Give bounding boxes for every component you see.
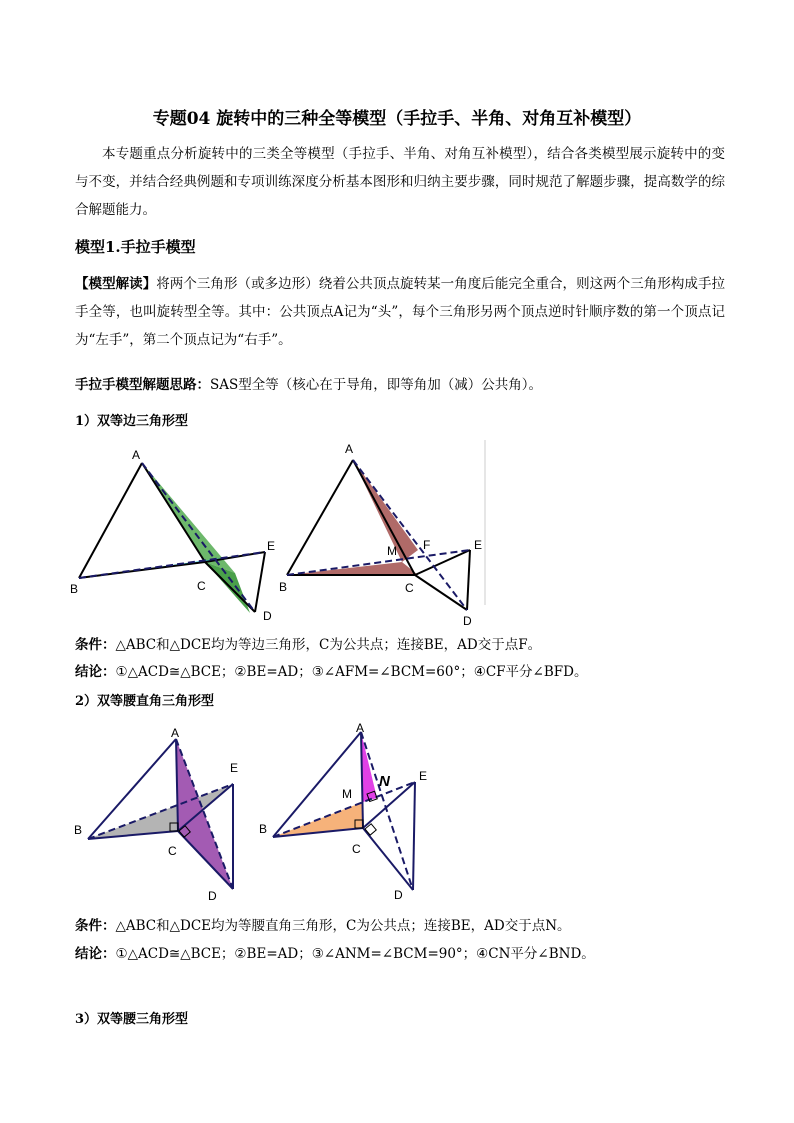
idea-label: 手拉手模型解题思路： bbox=[75, 377, 210, 393]
edge-ab bbox=[79, 463, 142, 578]
model1-heading: 模型1.手拉手模型 bbox=[75, 238, 196, 256]
edge-ac bbox=[142, 463, 205, 562]
label-a: A bbox=[356, 722, 365, 735]
label-e: E bbox=[230, 761, 239, 775]
label-c: C bbox=[405, 581, 414, 595]
cond-text: △ABC和△DCE均为等腰直角三角形，C为公共点；连接BE，AD交于点N。 bbox=[115, 918, 571, 934]
page-title: 专题04 旋转中的三种全等模型（手拉手、半角、对角互补模型） bbox=[152, 109, 642, 129]
concl-label: 结论： bbox=[75, 664, 116, 680]
edge-ed bbox=[467, 550, 470, 610]
cond-label: 条件： bbox=[75, 637, 116, 653]
edge-ab bbox=[287, 460, 353, 575]
sub2-conclusion bbox=[75, 942, 595, 962]
sub1-conclusion bbox=[75, 660, 587, 680]
label-b: B bbox=[70, 582, 79, 596]
label-b: B bbox=[259, 822, 268, 836]
edge-cd bbox=[415, 575, 467, 610]
label-c: C bbox=[168, 844, 177, 858]
label-e: E bbox=[474, 538, 483, 552]
label-m: M bbox=[342, 787, 352, 801]
label-d: D bbox=[394, 888, 403, 902]
label-f: F bbox=[423, 538, 431, 552]
brown-triangle-lower bbox=[287, 562, 418, 575]
figure-equilateral-left bbox=[60, 440, 290, 625]
concl-label: 结论： bbox=[75, 946, 116, 962]
label-d: D bbox=[263, 609, 272, 623]
green-triangle-acd bbox=[142, 463, 235, 573]
concl-text: ①△ACD≅△BCE；②BE=AD；③∠AFM=∠BCM=60°；④CF平分∠BFD。 bbox=[115, 664, 588, 680]
cond-text: △ABC和△DCE均为等边三角形，C为公共点；连接BE，AD交于点F。 bbox=[115, 637, 542, 653]
figure-equilateral-right bbox=[275, 435, 495, 630]
sub1-condition bbox=[75, 633, 541, 653]
label-m: M bbox=[387, 544, 397, 558]
intro-paragraph: 本专题重点分析旋转中的三类全等模型（手拉手、半角、对角互补模型），结合各类模型展示旋转中的变与不变，并结合经典例题和专项训练深度分析基本图形和归纳主要步骤，同时规范了解题步骤，提高数学的综合解题能力。 bbox=[75, 146, 725, 218]
idea-text: SAS型全等（核心在于导角，即等角加（减）公共角）。 bbox=[210, 377, 542, 393]
model1-explain bbox=[75, 270, 725, 354]
edge-ac bbox=[353, 460, 415, 575]
label-e: E bbox=[419, 769, 428, 783]
label-d: D bbox=[463, 614, 472, 628]
model1-idea bbox=[75, 373, 542, 393]
sub2-condition bbox=[75, 914, 571, 934]
explain-label: 【模型解读】 bbox=[75, 276, 157, 292]
dashed-ad bbox=[361, 732, 413, 890]
label-d: D bbox=[208, 889, 217, 903]
label-a: A bbox=[345, 442, 354, 456]
label-c: C bbox=[197, 579, 206, 593]
label-e: E bbox=[267, 539, 276, 553]
figure-right-right bbox=[255, 722, 445, 907]
edge-bc bbox=[79, 562, 205, 578]
edge-ed bbox=[255, 552, 265, 612]
sub3-heading: 3）双等腰三角形型 bbox=[75, 1012, 189, 1027]
label-c: C bbox=[352, 842, 361, 856]
cond-label: 条件： bbox=[75, 918, 116, 934]
sub1-heading: 1）双等边三角形型 bbox=[75, 414, 189, 429]
label-b: B bbox=[74, 823, 83, 837]
brown-triangle-upper bbox=[353, 460, 418, 562]
dashed-be bbox=[79, 552, 265, 578]
concl-text: ①△ACD≅△BCE；②BE=AD；③∠ANM=∠BCM=90°；④CN平分∠BND。 bbox=[115, 946, 595, 962]
label-a: A bbox=[132, 448, 141, 462]
figure-right-left bbox=[68, 722, 268, 907]
label-b: B bbox=[279, 580, 288, 594]
edge-ed bbox=[413, 782, 415, 890]
sub2-heading: 2）双等腰直角三角形型 bbox=[75, 694, 215, 709]
edge-cd bbox=[363, 828, 413, 890]
label-a: A bbox=[171, 726, 180, 740]
explain-text: 将两个三角形（或多边形）绕着公共顶点旋转某一角度后能完全重合，则这两个三角形构成手拉手全等，也叫旋转型全等。其中：公共顶点A记为“头”，每个三角形另两个顶点逆时针顺序数的第一个顶点记为“左手”，第二个顶点记为“右手”。 bbox=[75, 276, 726, 348]
label-n: N bbox=[379, 773, 390, 790]
